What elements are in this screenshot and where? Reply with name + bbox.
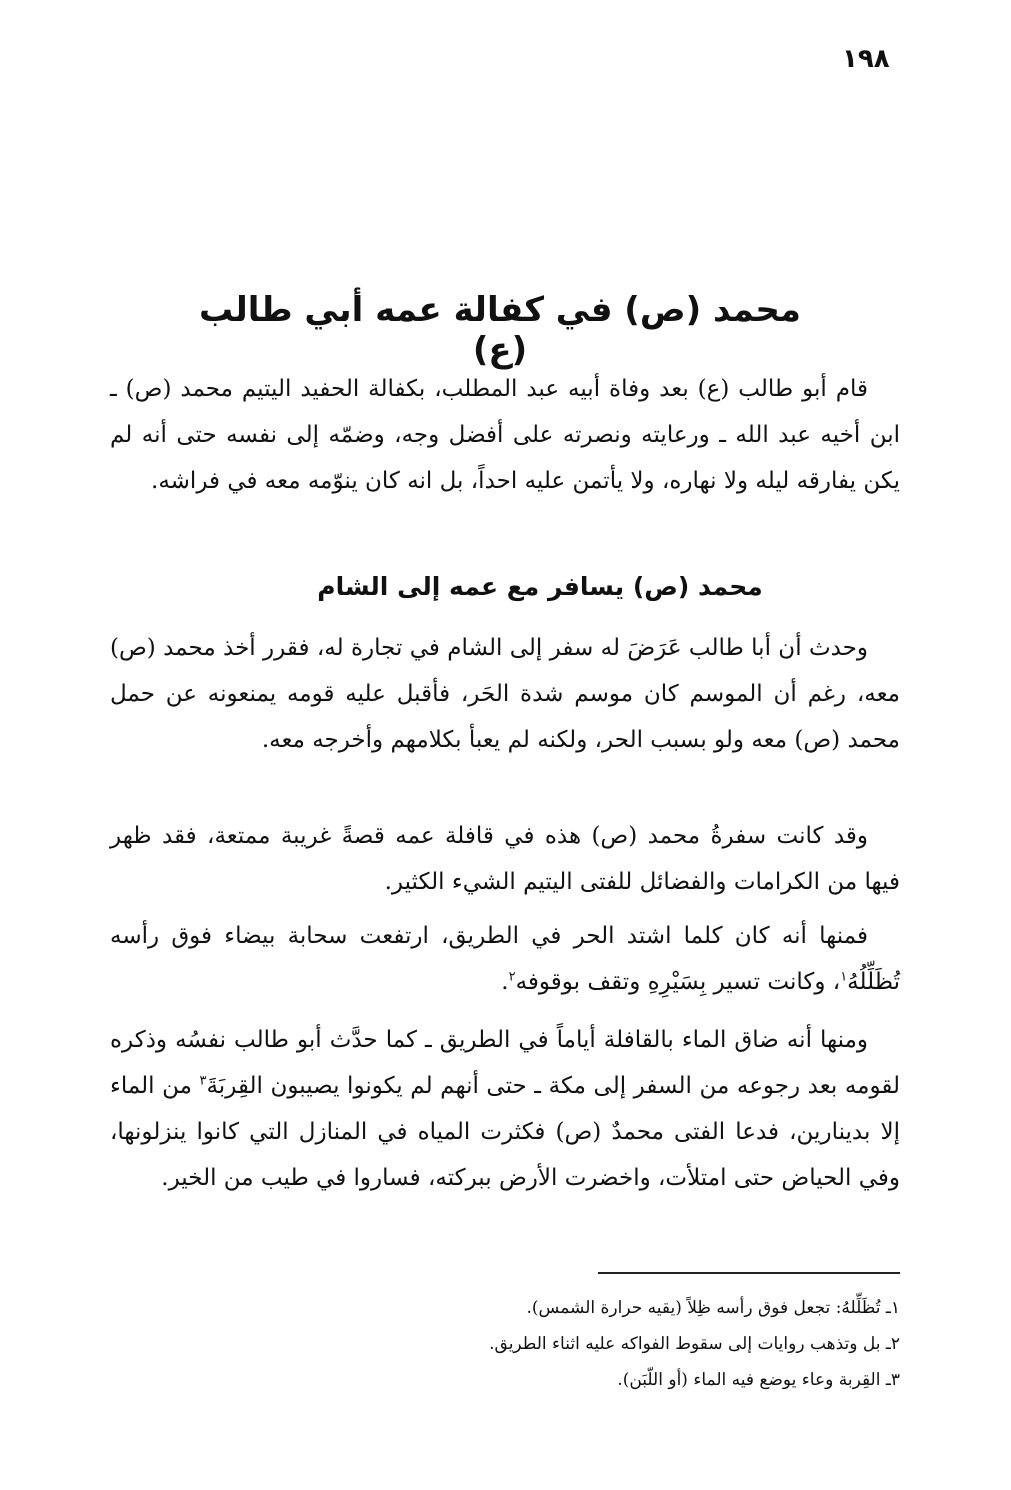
paragraph-cloud-text-b: ، وكانت تسير بِسَيْرِهِ وتقف بوقوفه <box>515 969 841 995</box>
paragraph-story: وقد كانت سفرةُ محمد (ص) هذه في قافلة عمه قصةً غريبة ممتعة، فقد ظهر فيها من الكرامات والفضائل للفتى اليتيم الشيء الكثير. <box>110 823 900 895</box>
footnote-ref-2: ٢ <box>508 969 516 985</box>
footnote-item: ٢ـ بل وتذهب روايات إلى سقوط الفواكه عليه اثناء الطريق. <box>489 1334 900 1354</box>
paragraph-water-text-a: ومنها أنه ضاق الماء بالقافلة أياماً في الطريق ـ كما حدَّث أبو طالب نفسُه وذكره لقومه بعد رجوعه من السفر إلى مكة ـ حتى أنهم لم يكونوا يصيبون القِربَةَ <box>110 1027 900 1099</box>
footnotes-list <box>330 1290 900 1398</box>
paragraph-journey: وحدث أن أبا طالب عَرَضَ له سفر إلى الشام في تجارة له، فقرر أخذ محمد (ص) معه، رغم أن الموسم كان موسم شدة الحَر، فأقبل عليه قومه يمنعونه عن حمل محمد (ص) معه ولو بسبب الحر، ولكنه لم يعبأ بكلامهم وأخرجه معه. <box>110 635 900 753</box>
section-title: محمد (ص) يسافر مع عمه إلى الشام <box>317 572 763 601</box>
paragraph-cloud-text-c: . <box>501 969 509 995</box>
footnote-divider <box>598 1272 900 1274</box>
footnote-ref-3: ٣ <box>199 1073 207 1089</box>
paragraph-cloud-text-a: فمنها أنه كان كلما اشتد الحر في الطريق، ارتفعت سحابة بيضاء فوق رأسه تُظَلِّلُهُ <box>110 923 900 995</box>
footnote-item: ٣ـ القِربة وعاء يوضع فيه الماء (أو اللّبَن). <box>617 1370 900 1390</box>
paragraph-guardianship: قام أبو طالب (ع) بعد وفاة أبيه عبد المطلب، بكفالة الحفيد اليتيم محمد (ص) ـ ابن أخيه عبد الله ـ ورعايته ونصرته على أفضل وجه، وضمّه إلى نفسه حتى أنه لم يكن يفارقه ليله ولا نهاره، ولا يأتمن عليه احداً، بل انه كان ينوّمه معه في فراشه. <box>110 376 900 494</box>
paragraph-water <box>110 1017 900 1201</box>
chapter-title: محمد (ص) في كفالة عمه أبي طالب (ع) <box>199 290 801 370</box>
footnote-ref-1: ١ <box>840 969 848 985</box>
paragraph-water-text-b: من الماء إلا بدينارين، فدعا الفتى محمدٌ (ص) فكثرت المياه في المنازل التي كانوا ينزلونها، وفي الحياض حتى امتلأت، واخضرت الأرض ببركته، فساروا في طيب من الخير. <box>110 1073 900 1191</box>
paragraph-cloud <box>110 913 900 1005</box>
footnote-item: ١ـ تُظَلِّلهُ: تجعل فوق رأسه ظِلاً (يقيه حرارة الشمس). <box>526 1298 900 1318</box>
page-number: ١٩٨ <box>842 44 890 74</box>
